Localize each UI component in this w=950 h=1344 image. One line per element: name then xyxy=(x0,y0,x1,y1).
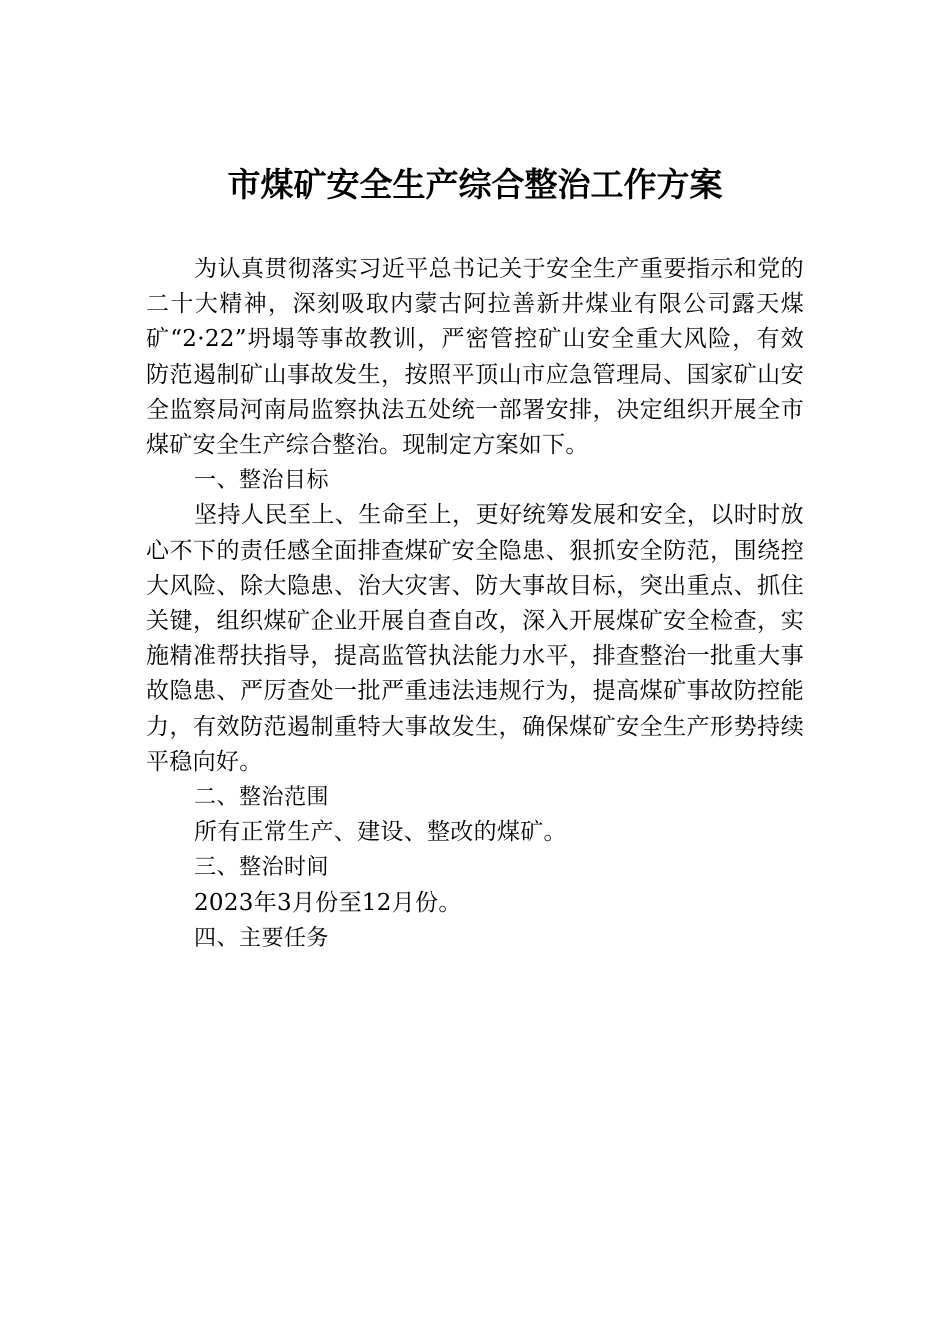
section-text-scope: 所有正常生产、建设、整改的煤矿。 xyxy=(194,819,567,846)
section-heading-time: 三、整治时间 xyxy=(194,855,330,881)
section-text-time: 2023年3月份至12月份。 xyxy=(194,889,462,916)
section-heading-tasks: 四、主要任务 xyxy=(194,925,330,951)
document-body xyxy=(146,252,804,956)
document-title: 市煤矿安全生产综合整治工作方案 xyxy=(227,165,723,204)
section-heading-goals: 一、整治目标 xyxy=(194,468,330,494)
intro-paragraph: 为认真贯彻落实习近平总书记关于安全生产重要指示和党的二十大精神，深刻吸取内蒙古阿拉善新井煤业有限公司露天煤矿“2·22”坍塌等事故教训，严密管控矿山安全重大风险，有效防范遏制矿山事故发生，按照平顶山市应急管理局、国家矿山安全监察局河南局监察执法五处统一部署安排，决定组织开展全市煤矿安全生产综合整治。现制定方案如下。 xyxy=(146,256,804,459)
section-text-goals: 坚持人民至上、生命至上，更好统筹发展和安全，以时时放心不下的责任感全面排查煤矿安全隐患、狠抓安全防范，围绕控大风险、除大隐患、治大灾害、防大事故目标，突出重点、抓住关键，组织煤矿企业开展自查自改，深入开展煤矿安全检查，实施精准帮扶指导，提高监管执法能力水平，排查整治一批重大事故隐患、严厉查处一批严重违法违规行为，提高煤矿事故防控能力，有效防范遏制重特大事故发生，确保煤矿安全生产形势持续平稳向好。 xyxy=(146,502,804,775)
section-heading-scope: 二、整治范围 xyxy=(194,785,330,811)
